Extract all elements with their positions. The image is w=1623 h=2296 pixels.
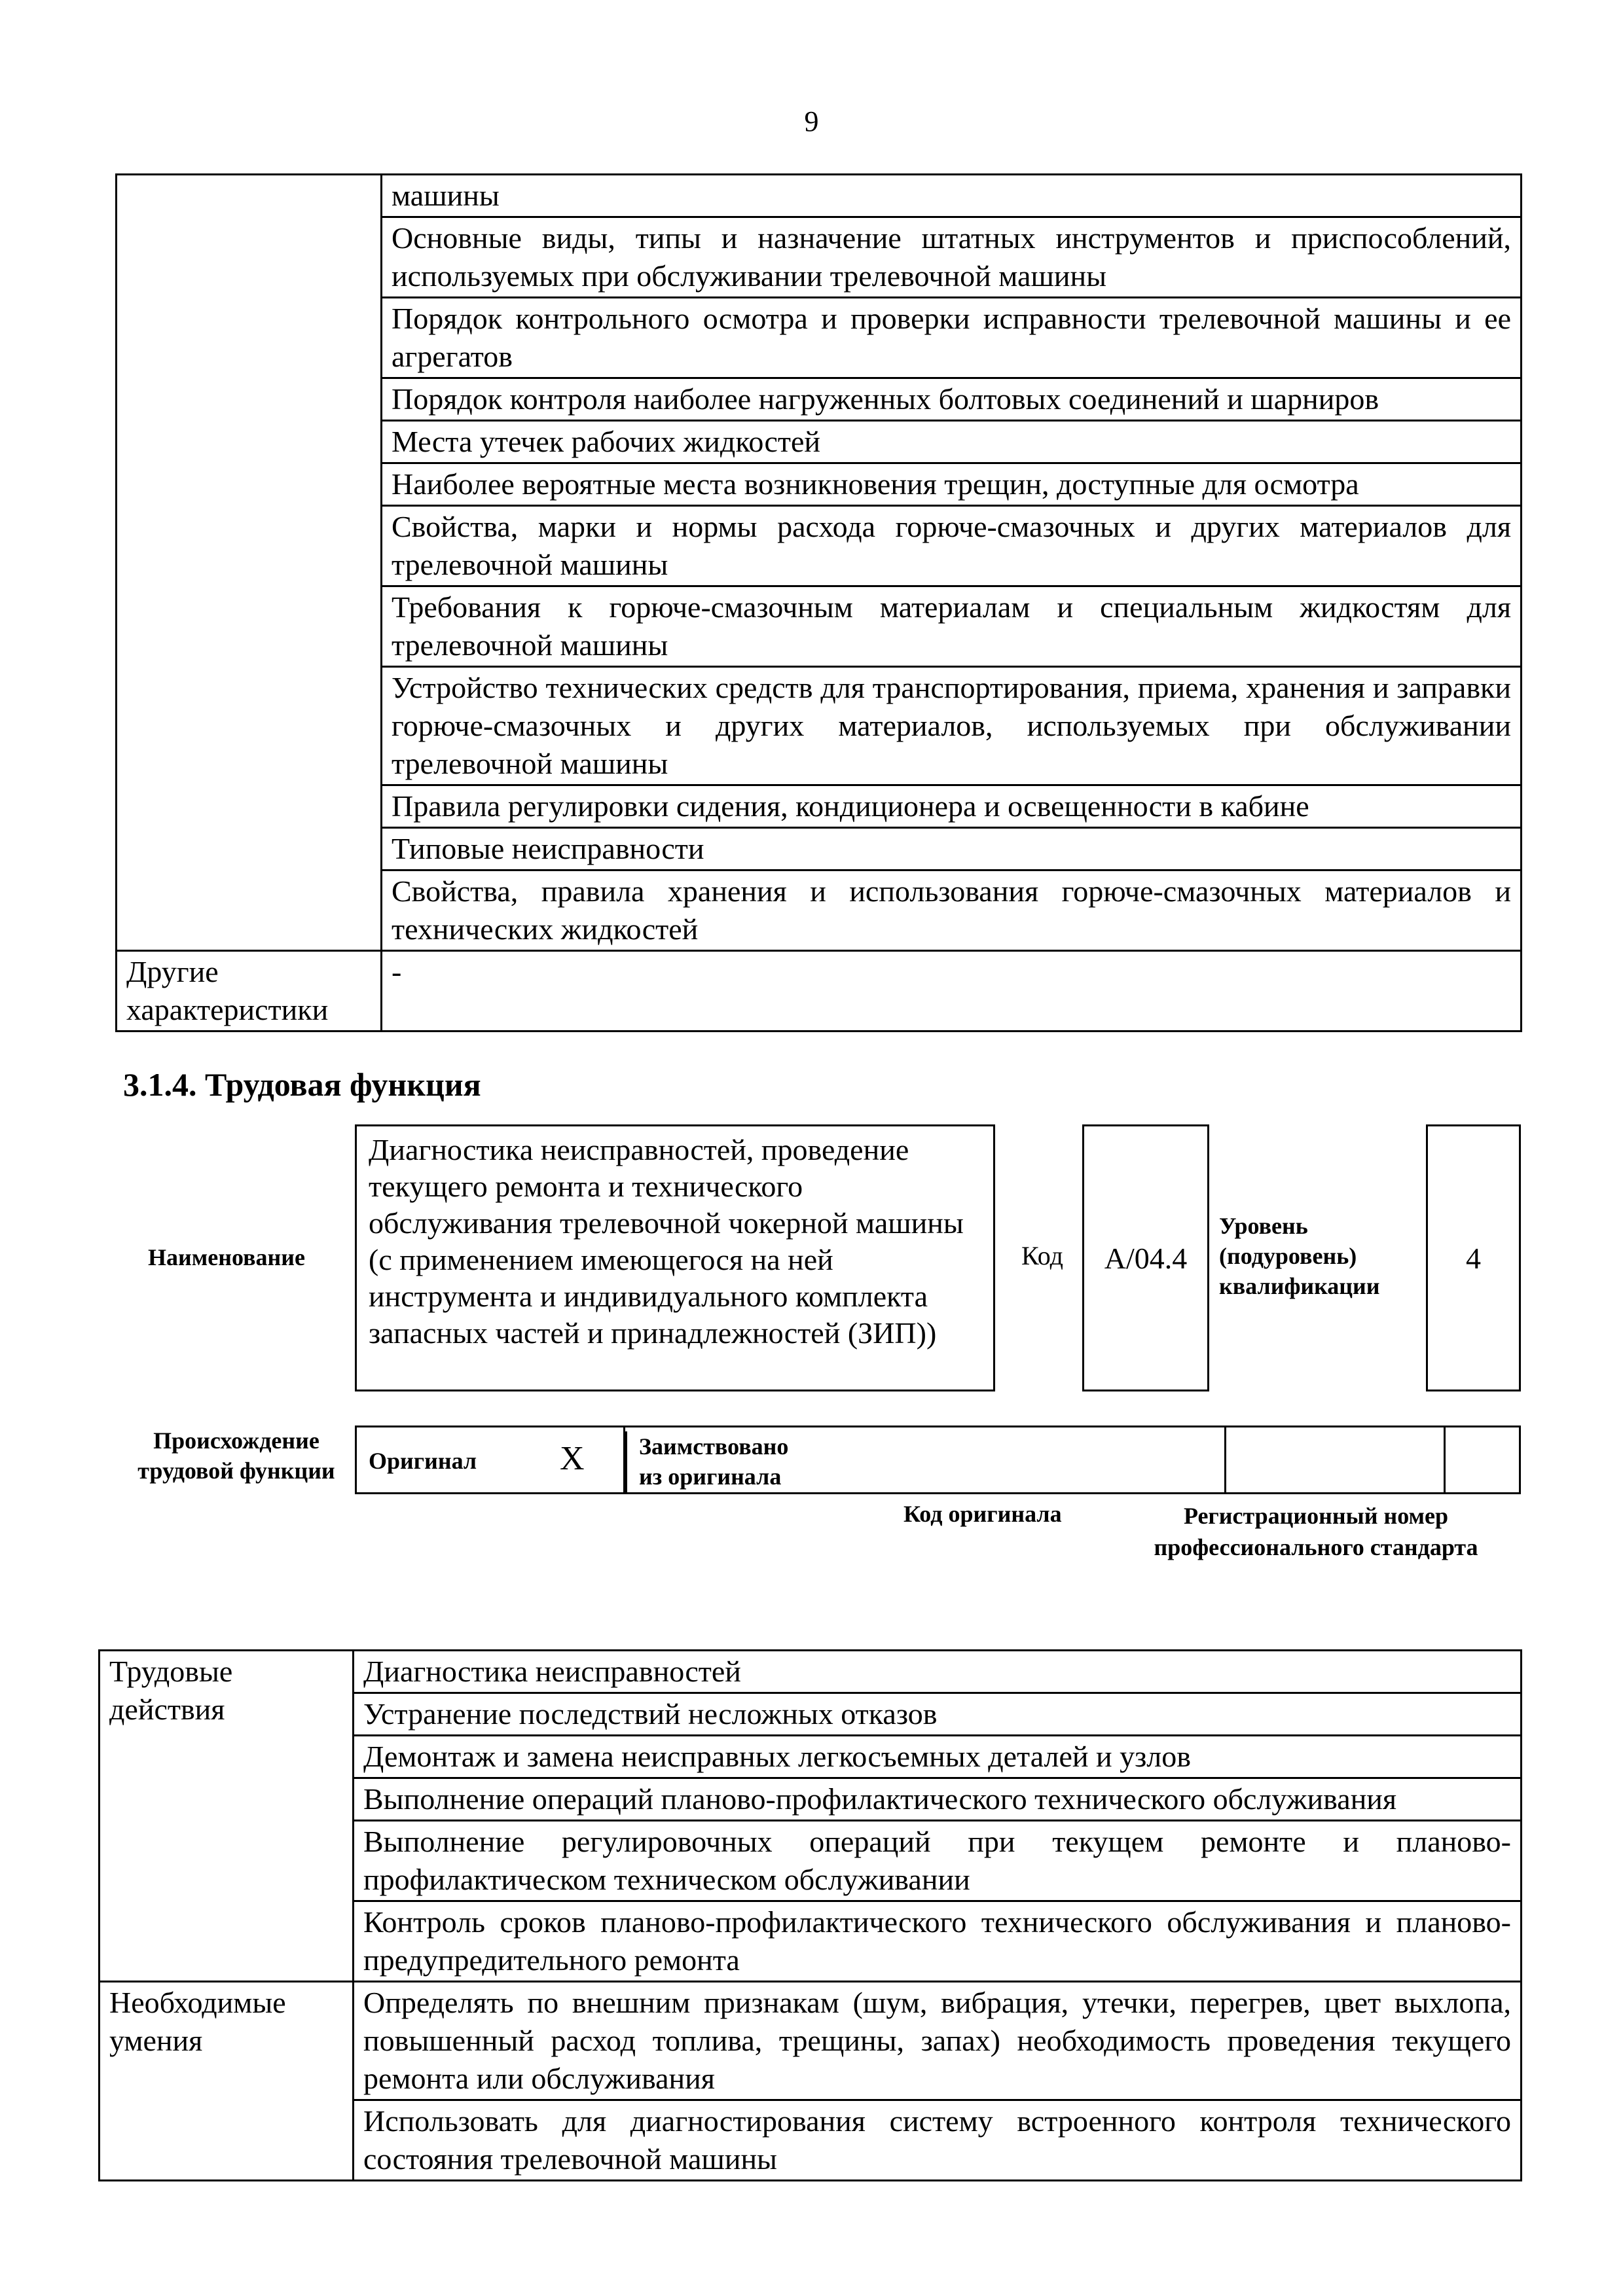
reg-number-cell [1446,1427,1523,1492]
action-item: Демонтаж и замена неисправных легкосъемных деталей и узлов [354,1736,1522,1778]
knowledge-item: Порядок контрольного осмотра и проверки исправности трелевочной машины и ее агрегатов [382,298,1522,378]
function-name-value: Диагностика неисправностей, проведение текущего ремонта и технического обслуживания трелевочной чокерной машины (с применением имеющегося на ней инструмента и индивидуального комплекта запасных частей и принадлежностей (ЗИП)) [369,1133,964,1350]
origin-label: Происхождение трудовой функции [137,1427,335,1484]
knowledge-item: Устройство технических средств для транспортирования, приема, хранения и заправки горюче-смазочных и других материалов, используемых при обслуживании трелевочной машины [382,667,1522,785]
knowledge-item: Наиболее вероятные места возникновения трещин, доступные для осмотра [382,463,1522,506]
knowledge-item: Основные виды, типы и назначение штатных инструментов и приспособлений, используемых при обслуживании трелевочной машины [382,217,1522,298]
code-label: Код [1021,1241,1063,1270]
section-title: 3.1.4. Трудовая функция [123,1066,481,1103]
original-label: Оригинал [369,1448,477,1474]
level-value: 4 [1466,1241,1481,1275]
actions-label: Трудовые действия [100,1651,354,1982]
knowledge-table [115,173,1522,1032]
name-label: Наименование [148,1244,305,1270]
knowledge-item: Места утечек рабочих жидкостей [382,421,1522,463]
action-item: Устранение последствий несложных отказов [354,1693,1522,1736]
action-item: Диагностика неисправностей [354,1651,1522,1693]
skills-label: Необходимые умения [100,1982,354,2181]
empty-category-cell [117,175,382,951]
function-name-box [355,1124,995,1391]
knowledge-item: Свойства, марки и нормы расхода горюче-смазочных и других материалов для трелевочной машины [382,506,1522,586]
action-item: Выполнение операций планово-профилактического технического обслуживания [354,1778,1522,1821]
reg-number-caption: Регистрационный номер профессионального стандарта [1154,1503,1478,1560]
level-box [1426,1124,1521,1391]
other-characteristics-value: - [382,951,1522,1031]
other-characteristics-label: Другие характеристики [117,951,382,1031]
action-item: Контроль сроков планово-профилактического технического обслуживания и планово-предупредительного ремонта [354,1901,1522,1982]
knowledge-item: Типовые неисправности [382,828,1522,870]
origin-row [355,1426,1521,1494]
knowledge-item: Свойства, правила хранения и использования горюче-смазочных материалов и технических жидкостей [382,870,1522,951]
knowledge-item: Требования к горюче-смазочным материалам и специальным жидкостям для трелевочной машины [382,586,1522,667]
original-mark: X [560,1440,585,1477]
knowledge-item: Правила регулировки сидения, кондиционера и освещенности в кабине [382,785,1522,828]
original-code-caption: Код оригинала [903,1501,1062,1527]
page-number: 9 [804,105,819,137]
original-code-cell [1226,1427,1446,1492]
skill-item: Использовать для диагностирования систему встроенного контроля технического состояния трелевочной машины [354,2100,1522,2181]
knowledge-item: машины [382,175,1522,217]
skill-item: Определять по внешним признакам (шум, вибрация, утечки, перегрев, цвет выхлопа, повышенный расход топлива, трещины, запах) необходимость проведения текущего ремонта или обслуживания [354,1982,1522,2100]
code-box [1082,1124,1209,1391]
code-value: A/04.4 [1104,1241,1188,1275]
borrowed-label: Заимствовано из оригинала [625,1431,795,1492]
action-item: Выполнение регулировочных операций при текущем ремонте и планово-профилактическом техническом обслуживании [354,1821,1522,1901]
knowledge-item: Порядок контроля наиболее нагруженных болтовых соединений и шарниров [382,378,1522,421]
level-label: Уровень (подуровень) квалификации [1219,1213,1380,1299]
duties-table [98,1649,1522,2181]
